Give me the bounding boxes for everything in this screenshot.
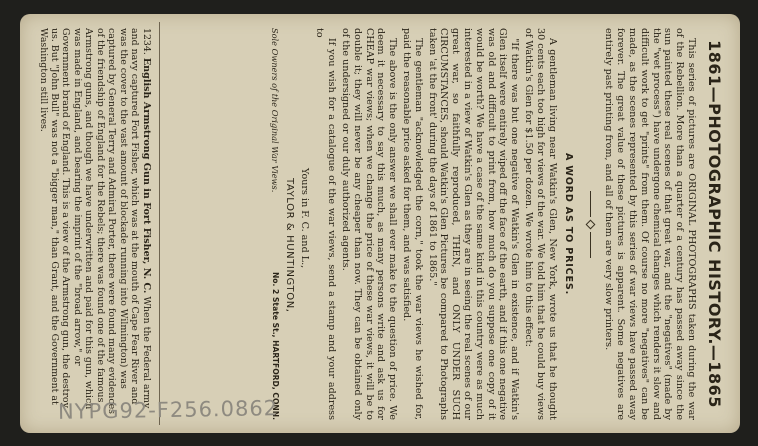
- prices-paragraph: The gentleman "acknowledged the corn," took the war views he wished for, paid the reasonable price asked for them, and was satisfied.: [401, 28, 424, 420]
- closing-salutation: Yours in F. C. and L.,: [298, 168, 310, 269]
- caption-number: 1234.: [141, 28, 152, 55]
- firm-address: No. 2 State St., HARTFORD, CONN.: [271, 271, 281, 420]
- prices-paragraph: If you wish for a catalogue of the war views, send a stamp and your address to: [314, 28, 338, 420]
- ornament-divider: [582, 28, 601, 420]
- rotated-text-area: [20, 14, 740, 433]
- stereograph-card-back: [20, 14, 740, 433]
- prices-paragraph: A gentleman living near Watkin's Glen, New York, wrote us that he thought 30 cents each too high for views of the war. We told him that he could buy views of Watkin's Glen for $1.50 per dozen. We wrote him to this effect:: [523, 28, 558, 420]
- column-divider: [159, 22, 160, 425]
- footer-line: [270, 28, 280, 420]
- prices-paragraph: The above is the only answer we shall ever make to the question of price. We deem it necessary to say this much, as many persons write and ask us for CHEAP war views; when we change the price of these war views, it will be to double it; they will never be any cheaper than now. They can be obtained only of the undersigned or our duly authorized agents.: [340, 28, 399, 420]
- firm-name: TAYLOR & HUNTINGTON,: [284, 178, 296, 313]
- caption-text: When the Federal army and navy captured Fort Fisher, which was at the mouth of Cape Fear River and was the cover to the vast amount of blockade running into Wilmington) was captured by General Terry and Admiral Porter, there were found many evidences of the friendship of England for the Rebels; there was found one of the famous Armstrong guns, and though we have underwritten and paid for this gun, which was made in England, and bearing the imprint of the "broad arrow," or Government brand of England. This is a view of the Armstrong gun, the destroy us. But "John Bull" was not a "bigger man," than Grant, and the Government at Washington still lives.: [37, 28, 152, 414]
- owners-note: Sole Owners of the Original War Views.: [270, 28, 281, 193]
- main-title: 1861—PHOTOGRAPHIC HISTORY.—1865: [705, 40, 724, 408]
- prices-heading: A WORD AS TO PRICES.: [562, 152, 574, 296]
- caption-title: English Armstrong Gun in Fort Fisher, N. C.: [141, 57, 152, 294]
- call-number: NYPG92-F256.0862: [57, 396, 279, 424]
- prices-paragraph: "If there was but one negative of Watkin's Glen in existence, and if Watkin's Glen itself were entirely wiped off the face of the earth, and if this one negative was old and difficult to print from, how much do you suppose one copy of it would be worth? We have a case of the same kind in this country were as much interested in a view of Watkin's Glen as they are in seeing the real scenes of our great war, so faithfully reproduced, THEN, and ONLY UNDER SUCH CIRCUMSTANCES, should Watkin's Glen Pictures be compared to Photographs taken 'at the front' during the days of 1861 to 1865.": [426, 28, 521, 420]
- main-text-column: [164, 28, 726, 420]
- intro-paragraph: This series of pictures are ORIGINAL PHOTOGRAPHS taken during the war of the Rebellion. More than a quarter of a century has passed away since the sun painted these real scenes of that great war, and the "negatives" (made by the "wet process") have undergone chemical changes which renders it slow and difficult work to get "prints" from them. Of course no more "negatives" can be made, as the scenes represented by this series of war views have passed away forever. The great value of these pictures is apparent. Some negatives are entirely past printing from, and all of them are very slow printers.: [603, 28, 697, 420]
- caption-block: [32, 28, 152, 420]
